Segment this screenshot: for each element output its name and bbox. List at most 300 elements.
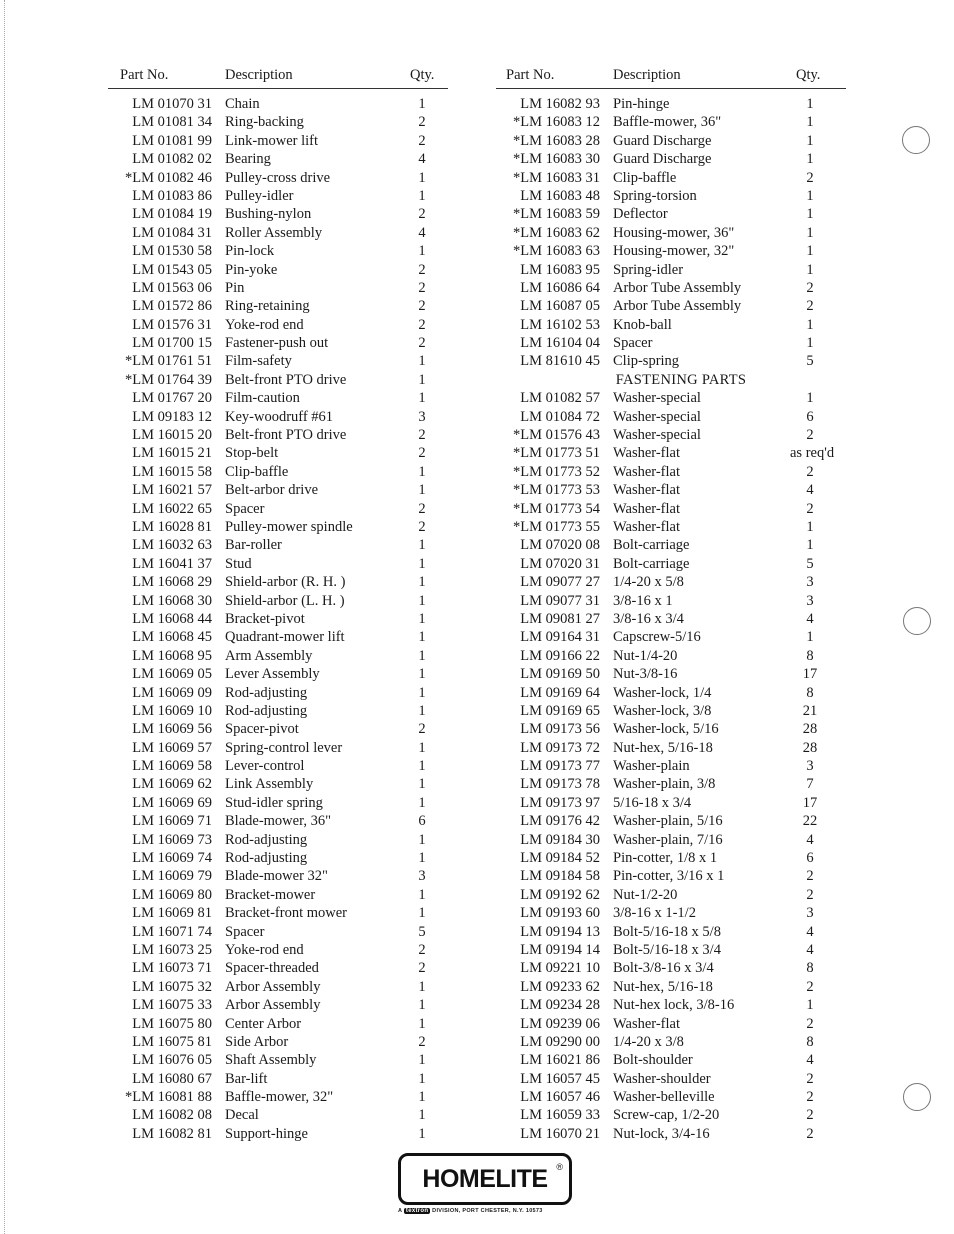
part-description: Stud-idler spring: [225, 794, 323, 811]
part-quantity: 1: [418, 1070, 426, 1087]
part-row: [108, 95, 448, 113]
part-quantity: 4: [418, 224, 426, 241]
part-row: [108, 867, 448, 885]
part-number: LM 09184 58: [520, 868, 600, 885]
part-quantity: 3: [806, 905, 814, 922]
header-part-no: Part No.: [120, 67, 169, 83]
part-description: Pin-lock: [225, 243, 275, 260]
part-quantity: 1: [418, 739, 426, 756]
part-description: Washer-flat: [613, 445, 680, 462]
header-description: Description: [225, 67, 293, 83]
part-description: Washer-lock, 5/16: [613, 721, 719, 738]
part-number: LM 09183 12: [132, 408, 212, 425]
part-quantity: 8: [806, 647, 814, 664]
part-row: [108, 555, 448, 573]
part-description: Pulley-idler: [225, 187, 294, 204]
part-description: Pin-hinge: [613, 96, 670, 112]
part-quantity: 1: [418, 886, 426, 903]
part-description: Washer-flat: [613, 463, 680, 480]
part-quantity: as req'd: [790, 445, 835, 462]
part-row: [496, 316, 846, 334]
part-number: LM 16076 05: [132, 1052, 212, 1069]
part-row: [496, 463, 846, 481]
part-number: LM 01084 19: [132, 206, 212, 223]
part-description: Roller Assembly: [225, 224, 323, 241]
part-row: [496, 481, 846, 499]
part-description: Bolt-5/16-18 x 3/4: [613, 941, 721, 958]
part-row: [108, 1125, 448, 1143]
part-number: LM 16071 74: [132, 923, 212, 940]
part-number: LM 16086 64: [520, 279, 600, 296]
part-quantity: 1: [418, 905, 426, 922]
part-quantity: 3: [806, 758, 814, 775]
part-description: 1/4-20 x 5/8: [613, 574, 684, 591]
part-number: LM 16069 57: [132, 739, 212, 756]
part-number: LM 01082 02: [132, 151, 212, 168]
part-description: Bolt-carriage: [613, 537, 690, 554]
part-quantity: 1: [418, 371, 426, 388]
part-number: LM 09234 28: [520, 997, 600, 1014]
part-row: [108, 389, 448, 407]
part-row: [108, 831, 448, 849]
part-quantity: 1: [806, 114, 814, 131]
part-quantity: 1: [418, 666, 426, 683]
part-row: [496, 665, 846, 683]
part-row: [496, 500, 846, 518]
parts-list-fastening: [496, 389, 846, 1143]
part-quantity: 1: [418, 187, 426, 204]
part-quantity: 1: [806, 537, 814, 554]
part-quantity: 1: [418, 353, 426, 370]
part-description: Washer-belleville: [613, 1089, 715, 1106]
part-quantity: 2: [806, 1089, 814, 1106]
part-row: [496, 886, 846, 904]
part-quantity: 4: [806, 941, 814, 958]
part-row: [496, 150, 846, 168]
part-quantity: 2: [418, 206, 426, 223]
part-number: *LM 01082 46: [125, 169, 212, 186]
part-quantity: 1: [418, 850, 426, 867]
part-description: Fastener-push out: [225, 335, 329, 352]
scan-edge: [4, 0, 6, 1234]
part-row: [496, 518, 846, 536]
part-quantity: 3: [806, 574, 814, 591]
part-number: LM 16102 53: [520, 316, 600, 333]
part-quantity: 2: [418, 1033, 426, 1050]
part-row: [496, 812, 846, 830]
part-description: Belt-front PTO drive: [225, 371, 347, 388]
part-description: Baffle-mower, 32": [225, 1089, 334, 1106]
division-text: DIVISION, PORT CHESTER, N.Y. 10573: [432, 1208, 543, 1214]
part-row: [108, 408, 448, 426]
part-number: LM 16068 29: [132, 574, 212, 591]
part-number: LM 16104 04: [520, 335, 600, 352]
part-quantity: 1: [806, 132, 814, 149]
part-row: [108, 665, 448, 683]
part-row: [496, 959, 846, 977]
part-description: Washer-special: [613, 408, 701, 425]
part-row: [108, 1051, 448, 1069]
part-quantity: 2: [806, 1125, 814, 1142]
part-row: [496, 426, 846, 444]
part-row: [496, 95, 846, 113]
part-quantity: 1: [418, 794, 426, 811]
part-number: LM 16075 80: [132, 1015, 212, 1032]
part-description: Ring-retaining: [225, 298, 310, 315]
part-quantity: 1: [418, 1089, 426, 1106]
part-number: LM 09077 27: [520, 574, 600, 591]
part-quantity: 2: [806, 463, 814, 480]
part-description: Washer-lock, 1/4: [613, 684, 712, 701]
part-number: *LM 01764 39: [125, 371, 212, 388]
part-description: Nut-1/4-20: [613, 647, 678, 664]
part-description: Bolt-carriage: [613, 555, 690, 572]
parts-list-main: [496, 95, 846, 371]
part-quantity: 28: [802, 721, 818, 738]
part-row: [108, 757, 448, 775]
part-number: LM 16073 25: [132, 941, 212, 958]
column-header: [108, 66, 448, 89]
part-row: [108, 794, 448, 812]
part-number: LM 16082 81: [132, 1125, 212, 1142]
part-number: *LM 01773 54: [513, 500, 600, 517]
part-number: LM 01700 15: [132, 335, 212, 352]
part-row: [496, 1125, 846, 1143]
part-row: [496, 794, 846, 812]
part-number: LM 16069 81: [132, 905, 212, 922]
part-quantity: 4: [806, 610, 814, 627]
part-number: LM 81610 45: [520, 353, 600, 370]
part-row: [108, 959, 448, 977]
part-description: Clip-spring: [613, 353, 680, 370]
part-row: [108, 1033, 448, 1051]
part-number: LM 09173 78: [520, 776, 600, 793]
part-number: LM 09173 97: [520, 794, 600, 811]
part-row: [108, 1088, 448, 1106]
part-description: Lever-control: [225, 758, 305, 775]
part-number: *LM 16083 62: [513, 224, 600, 241]
part-quantity: 21: [802, 702, 818, 719]
part-number: *LM 01773 51: [513, 445, 600, 462]
part-row: [496, 389, 846, 407]
part-description: 3/8-16 x 1-1/2: [613, 905, 696, 922]
part-quantity: 1: [806, 96, 814, 112]
part-row: [108, 775, 448, 793]
part-quantity: 2: [418, 721, 426, 738]
part-description: Pin: [225, 279, 245, 296]
part-description: 1/4-20 x 3/8: [613, 1033, 684, 1050]
part-quantity: 2: [418, 298, 426, 315]
part-row: [496, 261, 846, 279]
part-number: LM 16068 45: [132, 629, 212, 646]
part-row: [108, 297, 448, 315]
part-description: Washer-plain, 5/16: [613, 813, 723, 830]
punch-hole: [903, 1083, 931, 1111]
part-row: [108, 352, 448, 370]
part-quantity: 1: [418, 1125, 426, 1142]
part-description: Key-woodruff #61: [225, 408, 334, 425]
part-number: LM 09194 13: [520, 923, 600, 940]
part-quantity: 2: [806, 427, 814, 444]
part-quantity: 2: [806, 1015, 814, 1032]
part-description: Stud: [225, 555, 252, 572]
part-quantity: 1: [418, 758, 426, 775]
part-description: 3/8-16 x 1: [613, 592, 673, 609]
part-row: [108, 481, 448, 499]
part-quantity: 2: [418, 261, 426, 278]
part-number: LM 16069 80: [132, 886, 212, 903]
part-row: [108, 628, 448, 646]
part-number: LM 16022 65: [132, 500, 212, 517]
part-row: [496, 996, 846, 1014]
part-row: [108, 720, 448, 738]
part-quantity: 1: [418, 997, 426, 1014]
part-quantity: 1: [418, 629, 426, 646]
part-description: 5/16-18 x 3/4: [613, 794, 692, 811]
header-qty: Qty.: [796, 67, 821, 83]
part-description: Deflector: [613, 206, 668, 223]
punch-hole: [903, 607, 931, 635]
part-row: [108, 923, 448, 941]
part-row: [108, 739, 448, 757]
part-quantity: 2: [418, 335, 426, 352]
part-row: [496, 831, 846, 849]
part-number: LM 16069 10: [132, 702, 212, 719]
part-quantity: 8: [806, 684, 814, 701]
part-description: Washer-flat: [613, 1015, 680, 1032]
part-number: LM 16069 05: [132, 666, 212, 683]
part-quantity: 4: [806, 1052, 814, 1069]
part-description: Washer-flat: [613, 482, 680, 499]
part-number: LM 01572 86: [132, 298, 212, 315]
section-heading-fastening: FASTENING PARTS: [615, 371, 747, 388]
part-quantity: 1: [418, 243, 426, 260]
part-row: [496, 702, 846, 720]
part-number: *LM 01773 53: [513, 482, 600, 499]
part-quantity: 22: [802, 813, 818, 830]
part-description: Nut-lock, 3/4-16: [613, 1125, 710, 1142]
part-number: LM 09290 00: [520, 1033, 600, 1050]
part-number: *LM 16083 28: [513, 132, 600, 149]
part-number: LM 01767 20: [132, 390, 212, 407]
part-description: Arbor Assembly: [225, 978, 321, 995]
part-row: [496, 1051, 846, 1069]
part-quantity: 8: [806, 960, 814, 977]
part-quantity: 1: [418, 169, 426, 186]
part-row: [496, 279, 846, 297]
part-description: Knob-ball: [613, 316, 672, 333]
parts-list-left: [108, 89, 448, 1143]
part-row: [496, 297, 846, 315]
part-description: Bolt-3/8-16 x 3/4: [613, 960, 714, 977]
part-description: Link-mower lift: [225, 132, 319, 149]
part-description: Yoke-rod end: [225, 316, 304, 333]
part-description: Nut-3/8-16: [613, 666, 678, 683]
part-number: LM 16080 67: [132, 1070, 212, 1087]
part-number: LM 09173 72: [520, 739, 600, 756]
part-number: LM 16069 09: [132, 684, 212, 701]
part-number: LM 16021 57: [132, 482, 212, 499]
part-number: LM 09184 52: [520, 850, 600, 867]
part-row: [108, 573, 448, 591]
part-row: [108, 1106, 448, 1124]
part-row: [108, 849, 448, 867]
part-description: Chain: [225, 96, 260, 112]
part-row: [108, 169, 448, 187]
part-number: LM 16015 20: [132, 427, 212, 444]
part-description: Center Arbor: [225, 1015, 302, 1032]
textron-logo: textron: [405, 1208, 429, 1214]
part-number: LM 09239 06: [520, 1015, 600, 1032]
part-quantity: 1: [418, 610, 426, 627]
part-number: LM 09166 22: [520, 647, 600, 664]
part-description: Clip-baffle: [613, 169, 677, 186]
part-row: [108, 463, 448, 481]
part-number: LM 07020 31: [520, 555, 600, 572]
column-header: [496, 66, 846, 89]
part-quantity: 1: [418, 1015, 426, 1032]
part-description: Arm Assembly: [225, 647, 313, 664]
part-description: Bar-lift: [225, 1070, 268, 1087]
part-row: [496, 555, 846, 573]
part-row: [496, 334, 846, 352]
part-description: Quadrant-mower lift: [225, 629, 345, 646]
part-number: LM 16057 45: [520, 1070, 600, 1087]
part-description: Washer-plain, 7/16: [613, 831, 723, 848]
part-quantity: 2: [806, 886, 814, 903]
part-number: LM 09081 27: [520, 610, 600, 627]
part-description: Rod-adjusting: [225, 702, 308, 719]
part-description: Nut-1/2-20: [613, 886, 678, 903]
part-number: LM 16073 71: [132, 960, 212, 977]
part-description: Nut-hex, 5/16-18: [613, 978, 713, 995]
part-quantity: 1: [806, 206, 814, 223]
part-number: LM 01576 31: [132, 316, 212, 333]
part-quantity: 2: [418, 427, 426, 444]
part-number: LM 09169 50: [520, 666, 600, 683]
part-number: LM 16087 05: [520, 298, 600, 315]
part-row: [496, 610, 846, 628]
part-description: Lever Assembly: [225, 666, 320, 683]
part-quantity: 3: [418, 408, 426, 425]
part-quantity: 2: [418, 445, 426, 462]
part-row: [496, 647, 846, 665]
part-number: LM 16075 32: [132, 978, 212, 995]
part-quantity: 1: [418, 702, 426, 719]
part-number: LM 16015 21: [132, 445, 212, 462]
part-quantity: 5: [418, 923, 426, 940]
part-quantity: 1: [806, 187, 814, 204]
part-quantity: 6: [806, 408, 814, 425]
part-row: [108, 684, 448, 702]
part-row: [496, 775, 846, 793]
part-quantity: 2: [418, 316, 426, 333]
part-row: [496, 408, 846, 426]
part-quantity: 1: [418, 831, 426, 848]
part-row: [108, 224, 448, 242]
part-row: [496, 1070, 846, 1088]
part-quantity: 6: [418, 813, 426, 830]
part-description: Shaft Assembly: [225, 1052, 317, 1069]
part-row: [108, 500, 448, 518]
part-row: [496, 941, 846, 959]
part-number: LM 16083 95: [520, 261, 600, 278]
part-quantity: 2: [418, 941, 426, 958]
part-number: LM 16082 93: [520, 96, 600, 112]
part-number: LM 01081 34: [132, 114, 212, 131]
part-number: LM 09193 60: [520, 905, 600, 922]
part-row: [496, 169, 846, 187]
part-quantity: 2: [806, 500, 814, 517]
part-row: [108, 261, 448, 279]
part-row: [496, 1106, 846, 1124]
part-description: Rod-adjusting: [225, 684, 308, 701]
part-row: [108, 279, 448, 297]
part-number: *LM 16083 59: [513, 206, 600, 223]
part-number: LM 07020 08: [520, 537, 600, 554]
part-number: LM 09184 30: [520, 831, 600, 848]
part-number: LM 09173 56: [520, 721, 600, 738]
part-number: LM 01563 06: [132, 279, 212, 296]
part-number: LM 16059 33: [520, 1107, 600, 1124]
part-row: [496, 923, 846, 941]
part-description: Bracket-mower: [225, 886, 316, 903]
part-description: Stop-belt: [225, 445, 279, 462]
part-quantity: 4: [806, 482, 814, 499]
division-prefix: A: [398, 1208, 403, 1214]
part-row: [108, 904, 448, 922]
part-description: Clip-baffle: [225, 463, 289, 480]
part-description: Washer-special: [613, 427, 701, 444]
part-quantity: 1: [418, 96, 426, 112]
part-number: LM 16068 30: [132, 592, 212, 609]
part-description: Arbor Tube Assembly: [613, 279, 742, 296]
part-number: LM 01543 05: [132, 261, 212, 278]
part-number: LM 16069 71: [132, 813, 212, 830]
part-quantity: 1: [418, 555, 426, 572]
part-quantity: 5: [806, 555, 814, 572]
part-row: [108, 536, 448, 554]
part-description: Bracket-front mower: [225, 905, 347, 922]
part-quantity: 1: [418, 463, 426, 480]
part-row: [496, 224, 846, 242]
part-quantity: 1: [418, 647, 426, 664]
part-row: [108, 592, 448, 610]
part-quantity: 28: [802, 739, 818, 756]
part-number: LM 09233 62: [520, 978, 600, 995]
part-description: Support-hinge: [225, 1125, 308, 1142]
part-quantity: 1: [806, 518, 814, 535]
part-quantity: 2: [806, 978, 814, 995]
part-quantity: 1: [806, 316, 814, 333]
part-row: [108, 978, 448, 996]
part-quantity: 4: [806, 831, 814, 848]
part-number: LM 16075 33: [132, 997, 212, 1014]
part-row: [108, 334, 448, 352]
part-description: Bar-roller: [225, 537, 282, 554]
part-number: LM 09173 77: [520, 758, 600, 775]
part-row: [496, 978, 846, 996]
part-row: [108, 371, 448, 389]
part-quantity: 1: [418, 978, 426, 995]
part-row: [496, 444, 846, 462]
part-quantity: 1: [418, 390, 426, 407]
part-number: LM 16069 56: [132, 721, 212, 738]
part-description: Washer-lock, 3/8: [613, 702, 712, 719]
part-description: Washer-plain, 3/8: [613, 776, 716, 793]
part-quantity: 1: [806, 629, 814, 646]
part-quantity: 2: [418, 114, 426, 131]
